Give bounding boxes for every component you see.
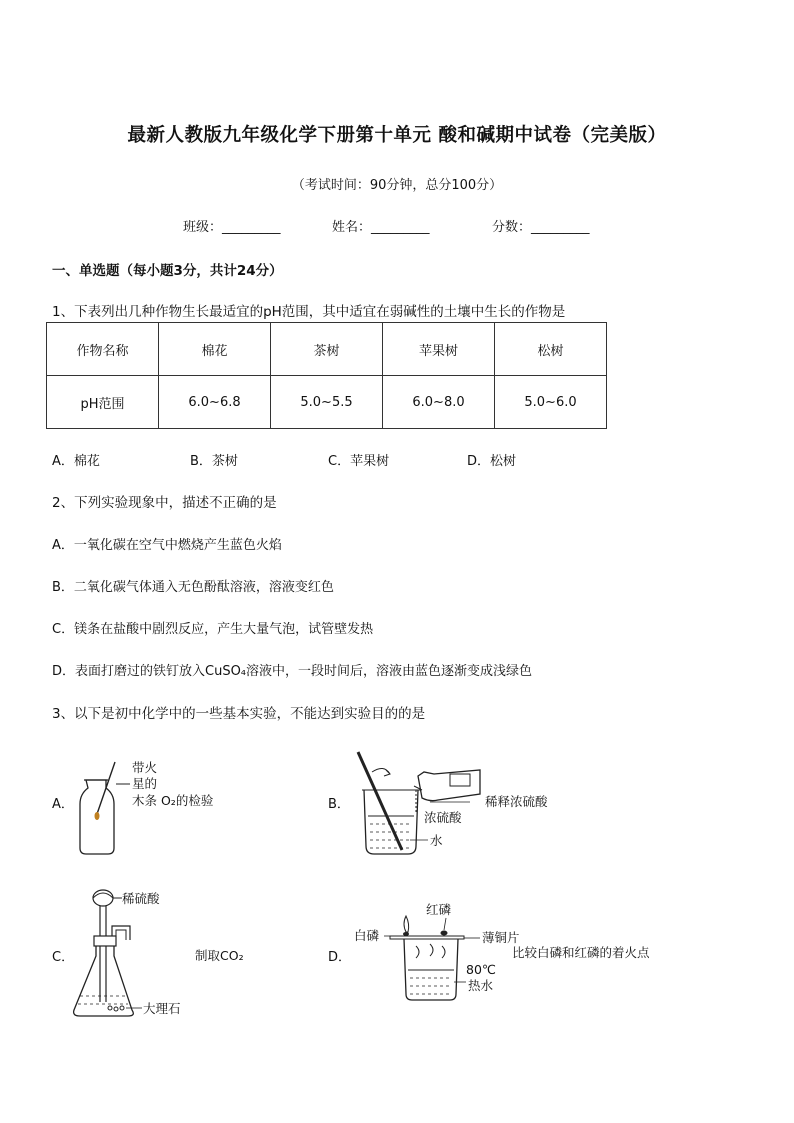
question-3-stem: 3、以下是初中化学中的一些基本实验，不能达到实验目的的是	[52, 706, 426, 722]
q1-option-b[interactable]: B．茶树	[190, 454, 238, 469]
table-cell: 茶树	[271, 323, 383, 376]
table-row	[47, 376, 607, 429]
name-field[interactable]: 姓名：_________	[332, 220, 430, 235]
table-cell: 作物名称	[47, 323, 159, 376]
table-cell: 棉花	[159, 323, 271, 376]
table-cell: 6.0~6.8	[159, 376, 271, 429]
class-field[interactable]: 班级：_________	[183, 220, 281, 235]
table-header-row	[47, 323, 607, 376]
table-cell: 5.0~6.0	[495, 376, 607, 429]
wooden-splint	[97, 762, 115, 814]
label-line2: 星的	[132, 776, 158, 791]
caption-ignition: 比较白磷和红磷的着火点	[512, 945, 650, 960]
red-phosphorus-dot	[441, 931, 448, 936]
ignition-point-diagram	[350, 898, 680, 1008]
table-cell: 松树	[495, 323, 607, 376]
stopper	[94, 936, 116, 946]
label-water: 水	[430, 833, 443, 848]
acid-bottle	[418, 770, 480, 801]
label-acid: 稀硫酸	[122, 891, 160, 906]
page-title: 最新人教版九年级化学下册第十单元 酸和碱期中试卷（完美版）	[127, 125, 667, 146]
conical-flask	[74, 946, 134, 1016]
co2-generator-diagram	[70, 884, 210, 1024]
q1-option-d[interactable]: D．松树	[467, 454, 517, 469]
label-line1: 带火	[132, 760, 158, 775]
q1-option-a[interactable]: A．棉花	[52, 454, 100, 469]
question-2-stem: 2、下列实验现象中，描述不正确的是	[52, 495, 277, 511]
label-hot-water: 热水	[468, 978, 494, 993]
copper-plate	[390, 936, 464, 939]
q2-option-c[interactable]: C．镁条在盐酸中剧烈反应，产生大量气泡，试管壁发热	[52, 622, 374, 637]
question-1-stem: 1、下表列出几种作物生长最适宜的pH范围，其中适宜在弱碱性的土壤中生长的作物是	[52, 304, 566, 320]
table-cell: pH范围	[47, 376, 159, 429]
table-cell: 苹果树	[383, 323, 495, 376]
q3-option-a[interactable]: A．	[52, 797, 74, 812]
table-cell: 5.0~5.5	[271, 376, 383, 429]
table-cell: 6.0~8.0	[383, 376, 495, 429]
q2-option-b[interactable]: B．二氧化碳气体通入无色酚酞溶液，溶液变红色	[52, 580, 334, 595]
label-marble: 大理石	[143, 1001, 181, 1016]
dilution-diagram	[350, 750, 580, 860]
q3-option-b[interactable]: B．	[328, 797, 350, 812]
flame-icon	[404, 916, 409, 932]
funnel-bulb	[93, 890, 113, 906]
label-white-phosphorus: 白磷	[354, 928, 380, 943]
q2-option-d[interactable]: D．表面打磨过的铁钉放入CuSO₄溶液中，一段时间后，溶液由蓝色逐渐变成浅绿色	[52, 664, 533, 679]
ph-table	[46, 322, 607, 429]
label-line3: 木条 O₂的检验	[132, 793, 214, 808]
exam-info: （考试时间：90分钟，总分100分）	[291, 178, 503, 193]
section-heading: 一、单选题（每小题3分，共计24分）	[52, 263, 283, 279]
oxygen-test-diagram	[70, 750, 240, 860]
label-conc-acid: 浓硫酸	[424, 810, 462, 825]
label-copper-plate: 薄铜片	[482, 930, 520, 945]
q3-option-d[interactable]: D．	[328, 950, 352, 965]
label-temperature: 80℃	[466, 962, 496, 977]
q3-option-c[interactable]: C．	[52, 950, 75, 965]
glowing-ember	[95, 812, 100, 820]
q2-option-a[interactable]: A．一氧化碳在空气中燃烧产生蓝色火焰	[52, 538, 282, 553]
caption-dilute: 稀释浓硫酸	[485, 794, 548, 809]
caption-co2: 制取CO₂	[195, 948, 244, 963]
score-field[interactable]: 分数：_________	[492, 220, 590, 235]
label-red-phosphorus: 红磷	[426, 902, 452, 917]
q1-option-c[interactable]: C．苹果树	[328, 454, 390, 469]
